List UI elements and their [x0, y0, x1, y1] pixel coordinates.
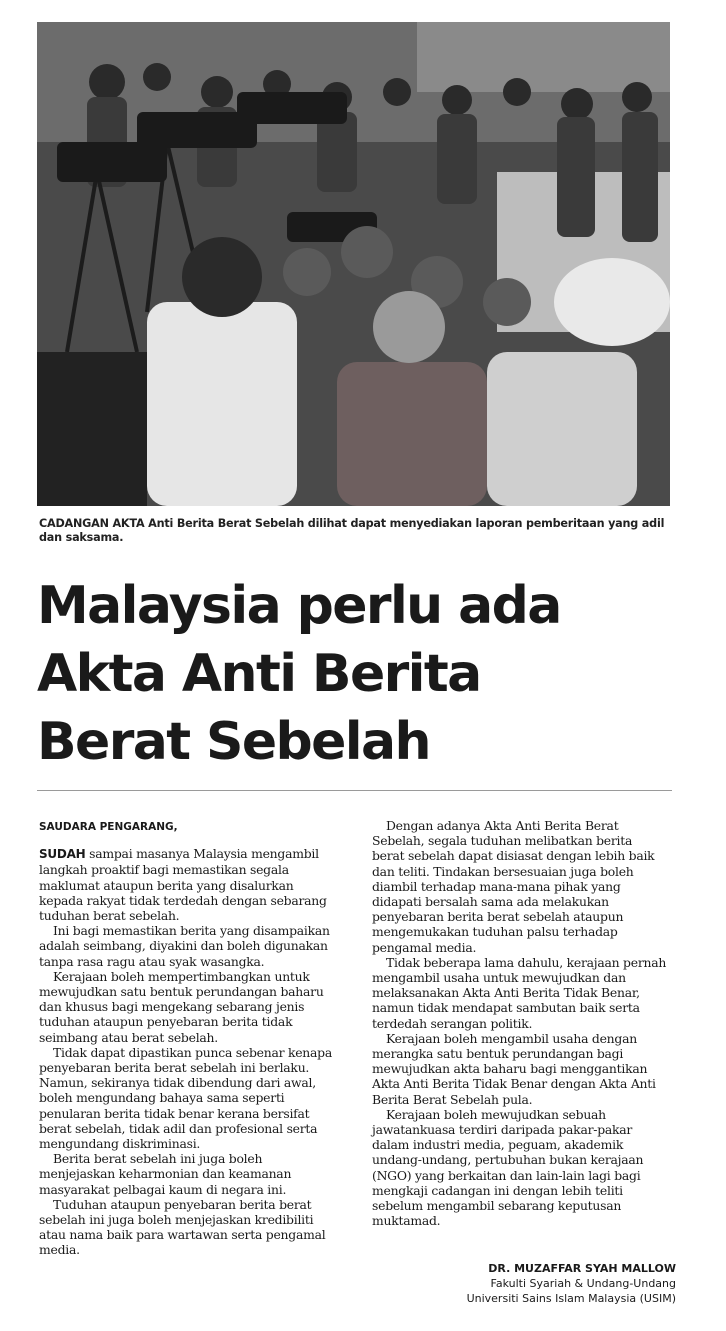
headline-line-3: Berat Sebelah: [37, 712, 430, 772]
author-faculty: Fakulti Syariah & Undang-Undang: [490, 1277, 676, 1290]
paragraph-1-text: sampai masanya Malaysia mengambil langkah proaktif bagi memastikan segala maklumat ataupun berita yang disalurkan kepada rakyat tidak terdedah dengan sebarang tuduhan berat sebelah.: [39, 846, 327, 924]
paragraph-8: Tidak beberapa lama dahulu, kerajaan pernah mengambil usaha untuk mewujudkan dan melaksanakan Akta Anti Berita Tidak Benar, namun tidak mendapat sambutan baik serta terdedah serangan politik.: [372, 954, 667, 1031]
headline-line-1: Malaysia perlu ada: [37, 576, 561, 636]
salutation: SAUDARA PENGARANG,: [39, 821, 178, 833]
headline: [37, 572, 677, 776]
paragraph-3: Kerajaan boleh mempertimbangkan untuk mewujudkan satu bentuk perundangan baharu dan khusus bagi mengekang sebarang jenis tuduhan ataupun penyebaran berita tidak seimbang atau berat sebelah.: [39, 968, 324, 1045]
author-signature: [400, 1261, 676, 1306]
caption-text: Anti Berita Berat Sebelah dilihat dapat menyediakan laporan pemberitaan yang adil dan saksama.: [39, 517, 665, 544]
press-crowd-photo-icon: [37, 22, 670, 506]
paragraph-1: [39, 846, 335, 923]
author-name: DR. MUZAFFAR SYAH MALLOW: [488, 1262, 676, 1275]
paragraph-5: Berita berat sebelah ini juga boleh menjejaskan keharmonian dan keamanan masyarakat pelbagai kaum di negara ini.: [39, 1151, 292, 1197]
paragraph-9: Kerajaan boleh mengambil usaha dengan merangka satu bentuk perundangan bagi mewujudkan akta baharu bagi menggantikan Akta Anti Berita Tidak Benar dengan Akta Anti Berita Berat Sebelah pula.: [372, 1030, 656, 1107]
paragraph-7: Dengan adanya Akta Anti Berita Berat Sebelah, segala tuduhan melibatkan berita berat sebelah dapat disiasat dengan lebih baik dan teliti. Tindakan bersesuaian juga boleh diambil terhadap mana-mana pihak yang didapati bersalah sama ada melakukan penyebaran berita berat sebelah ataupun mengemukakan tuduhan palsu terhadap pengamal media.: [372, 818, 655, 955]
headline-line-2: Akta Anti Berita: [37, 644, 481, 704]
paragraph-2: Ini bagi memastikan berita yang disampaikan adalah seimbang, diyakini dan boleh digunakan tanpa rasa ragu atau syak wasangka.: [39, 923, 330, 969]
news-photo: [37, 22, 670, 506]
lead-word: SUDAH: [39, 847, 86, 862]
paragraph-10: Kerajaan boleh mewujudkan sebuah jawatankuasa terdiri daripada pakar-pakar dalam industri media, peguam, akademik undang-undang, pertubuhan bukan kerajaan (NGO) yang berkaitan dan lain-lain lagi bagi mengkaji cadangan ini dengan lebih teliti sebelum mengambil sebarang keputusan muktamad.: [372, 1106, 644, 1229]
headline-divider: [37, 790, 672, 791]
letter-column-right: [372, 818, 668, 1228]
author-university: Universiti Sains Islam Malaysia (USIM): [466, 1292, 676, 1305]
photo-caption: [39, 517, 669, 545]
caption-lead: CADANGAN AKTA: [39, 517, 145, 530]
paragraph-6: Tuduhan ataupun penyebaran berita berat sebelah ini juga boleh menjejaskan kredibiliti atau nama baik para wartawan serta pengamal media.: [39, 1196, 326, 1258]
letter-column-left: [39, 818, 335, 1258]
paragraph-4: Tidak dapat dipastikan punca sebenar kenapa penyebaran berita berat sebelah ini berlaku. Namun, sekiranya tidak dibendung dari awal, boleh mengundang bahaya sama seperti penularan berita tidak benar kerana bersifat berat sebelah, tidak adil dan profesional serta mengundang diskriminasi.: [39, 1044, 332, 1152]
